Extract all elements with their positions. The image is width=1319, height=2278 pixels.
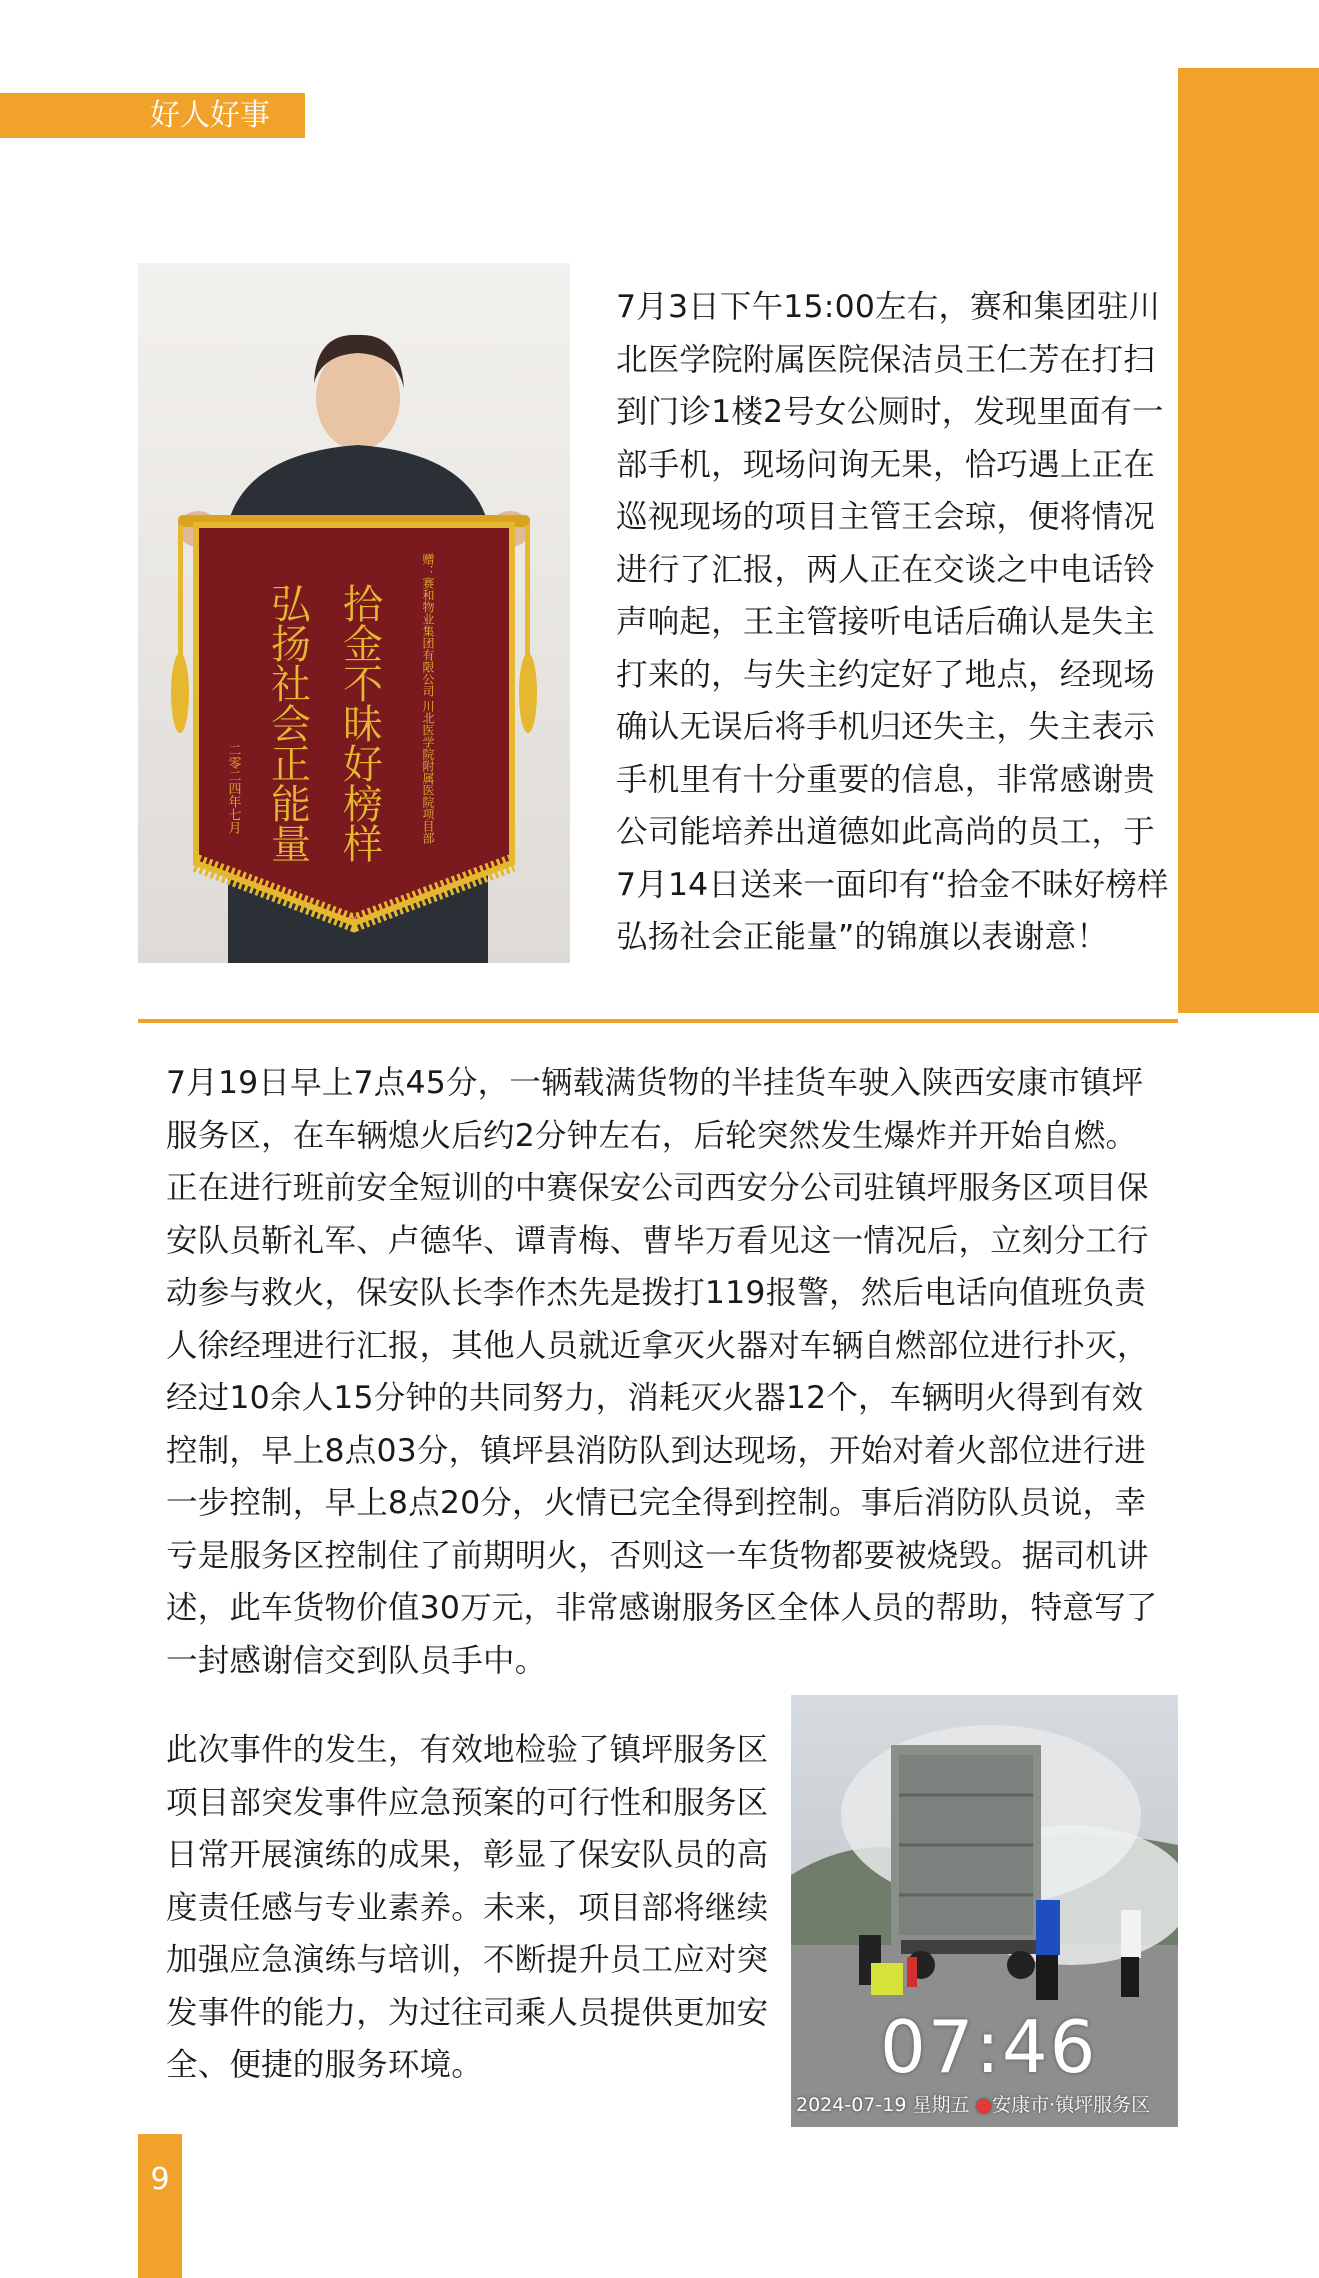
photo-weekday: 星期五 [912, 2094, 970, 2116]
location-pin-icon: ● [975, 2094, 993, 2116]
banner-photo-art [138, 263, 570, 963]
photo-location: 安康市·镇坪服务区 [992, 2094, 1151, 2116]
section-tag-label: 好人好事 [150, 98, 270, 133]
banner-photo [138, 263, 570, 963]
photo-date: 2024-07-19 [796, 2094, 907, 2116]
banner-right-col: 拾金不昧好榜样 [337, 583, 383, 863]
photo-time-overlay: 07:46 [880, 2005, 1098, 2089]
story1-paragraph: 7月3日下午15:00左右，赛和集团驻川北医学院附属医院保洁员王仁芳在打扫到门诊1楼2号女公厕时，发现里面有一部手机，现场问询无果，恰巧遇上正在巡视现场的项目主管王会琼，便将情况进行了汇报，两人正在交谈之中电话铃声响起，王主管接听电话后确认是失主打来的，与失主约定好了地点，经现场确认无误后将手机归还失主，失主表示手机里有十分重要的信息，非常感谢贵公司能培养出道德如此高尚的员工，于7月14日送来一面印有“拾金不昧好榜样 弘扬社会正能量”的锦旗以表谢意！ [616, 289, 1169, 955]
banner-left-col: 弘扬社会正能量 [265, 583, 311, 863]
section-tag [0, 93, 305, 138]
page-number: 9 [150, 2162, 170, 2197]
banner-recipient: 赠：赛和物业集团有限公司 川北医学院附属医院项目部 [421, 553, 435, 844]
banner-date: 二零二四年七月 [226, 743, 242, 834]
photo-caption-overlay [796, 2090, 1150, 2117]
story2-paragraph1: 7月19日早上7点45分，一辆载满货物的半挂货车驶入陕西安康市镇坪服务区，在车辆熄火后约2分钟左右，后轮突然发生爆炸并开始自燃。正在进行班前安全短训的中赛保安公司西安分公司驻镇坪服务区项目保安队员靳礼军、卢德华、谭青梅、曹毕万看见这一情况后，立刻分工行动参与救火，保安队长李作杰先是拨打119报警，然后电话向值班负责人徐经理进行汇报，其他人员就近拿灭火器对车辆自燃部位进行扑灭，经过10余人15分钟的共同努力，消耗灭火器12个，车辆明火得到有效控制，早上8点03分，镇坪县消防队到达现场，开始对着火部位进行进一步控制，早上8点20分，火情已完全得到控制。事后消防队员说，幸亏是服务区控制住了前期明火，否则这一车货物都要被烧毁。据司机讲述，此车货物价值30万元，非常感谢服务区全体人员的帮助，特意写了一封感谢信交到队员手中。 [166, 1065, 1158, 1679]
section-divider [138, 1019, 1178, 1023]
page-number-bar [138, 2134, 182, 2278]
accent-side-bar [1178, 68, 1319, 1013]
story2-paragraph2: 此次事件的发生，有效地检验了镇坪服务区项目部突发事件应急预案的可行性和服务区日常开展演练的成果，彰显了保安队员的高度责任感与专业素养。未来，项目部将继续加强应急演练与培训，不断提升员工应对突发事件的能力，为过往司乘人员提供更加安全、便捷的服务环境。 [166, 1732, 769, 2083]
